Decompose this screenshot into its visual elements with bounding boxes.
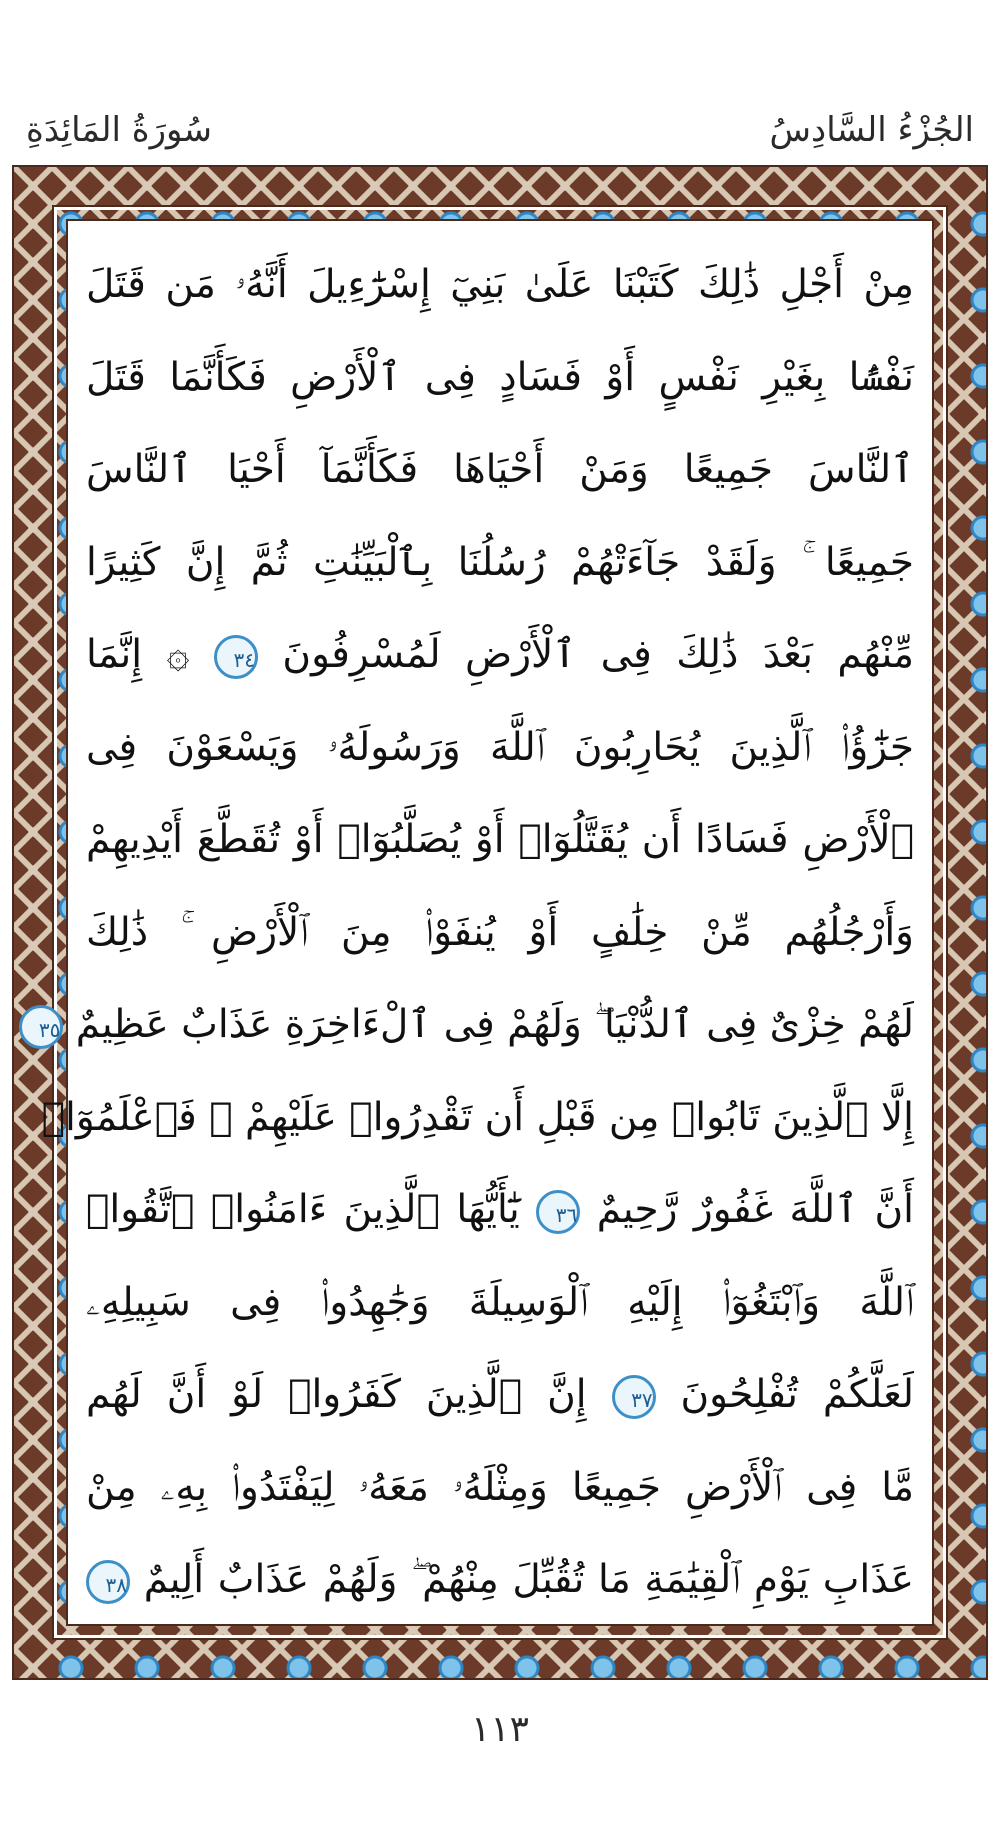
line-text: جَزَٰٓؤُا۟ ٱلَّذِينَ يُحَارِبُونَ ٱللَّهَ وَرَسُولَهُۥ وَيَسْعَوْنَ فِى [86,724,914,770]
verse-line [86,702,914,795]
line-text: ٱلنَّاسَ جَمِيعًا وَمَنْ أَحْيَاهَا فَكَأَنَّمَآ أَحْيَا ٱلنَّاسَ [86,447,914,492]
line-text: عَذَابِ يَوْمِ ٱلْقِيَٰمَةِ مَا تُقُبِّلَ مِنْهُمْ ۖ وَلَهُمْ عَذَابٌ أَلِيمٌ [143,1557,914,1602]
line-text: ٱللَّهَ وَٱبْتَغُوٓا۟ إِلَيْهِ ٱلْوَسِيلَةَ وَجَٰهِدُوا۟ فِى سَبِيلِهِۦ [86,1279,914,1325]
ayah-number-marker: ٣٥ [19,1005,63,1049]
text-panel [38,219,934,1626]
line-text: مَّا فِى ٱلْأَرْضِ جَمِيعًا وَمِثْلَهُۥ مَعَهُۥ لِيَفْتَدُوا۟ بِهِۦ مِنْ [86,1464,914,1510]
verse-line [86,1442,914,1535]
surah-title: سُورَةُ المَائِدَةِ [26,110,213,150]
line-text: أَنَّ ٱللَّهَ غَفُورٌ رَّحِيمٌ [596,1187,914,1232]
line-text: يَٰٓأَيُّهَا ٱلَّذِينَ ءَامَنُوا۟ ٱتَّقُوا۟ [86,1187,520,1232]
verse-line [38,979,914,1072]
line-text: ٱلْأَرْضِ فَسَادًا أَن يُقَتَّلُوٓا۟ أَوْ يُصَلَّبُوٓا۟ أَوْ تُقَطَّعَ أَيْدِيهِمْ [86,817,914,862]
verse-line [86,239,914,332]
line-text: لَهُمْ خِزْىٌ فِى ٱلدُّنْيَا ۖ وَلَهُمْ فِى ٱلْءَاخِرَةِ عَذَابٌ عَظِيمٌ [75,1002,914,1047]
ayah-number-marker: ٣٧ [612,1375,656,1419]
verse-line [86,517,914,610]
line-text: وَأَرْجُلُهُم مِّنْ خِلَٰفٍ أَوْ يُنفَوْا۟ مِنَ ٱلْأَرْضِ ۚ ذَٰلِكَ [86,909,914,955]
verse-line [86,1257,914,1350]
juz-title: الجُزْءُ السَّادِسُ [769,110,974,150]
line-text: جَمِيعًا ۚ وَلَقَدْ جَآءَتْهُمْ رُسُلُنَا بِٱلْبَيِّنَٰتِ ثُمَّ إِنَّ كَثِيرًا [86,539,914,585]
ornamental-frame [12,165,988,1680]
ayah-number-marker: ٣٦ [536,1190,580,1234]
verse-line [86,424,914,517]
ayah-number-marker: ٣٨ [86,1560,130,1604]
verse-line [86,1534,914,1627]
verse-line [86,887,914,980]
verse-line [86,794,914,887]
line-text: ۞ إِنَّمَا [86,632,190,677]
line-text: مِنْ أَجْلِ ذَٰلِكَ كَتَبْنَا عَلَىٰ بَنِيٓ إِسْرَٰٓءِيلَ أَنَّهُۥ مَن قَتَلَ [86,262,914,307]
verse-line [86,1349,914,1442]
line-text: إِنَّ ٱلَّذِينَ كَفَرُوا۟ لَوْ أَنَّ لَهُم [86,1372,587,1417]
line-text: مِّنْهُم بَعْدَ ذَٰلِكَ فِى ٱلْأَرْضِ لَمُسْرِفُونَ [282,632,915,677]
verse-line [86,609,914,702]
verse-line [86,1164,914,1257]
verse-line [86,332,914,425]
line-text: لَعَلَّكُمْ تُفْلِحُونَ [680,1372,914,1417]
verse-lines [38,239,915,1606]
ayah-number-marker: ٣٤ [214,635,258,679]
line-text: نَفْسًۢا بِغَيْرِ نَفْسٍ أَوْ فَسَادٍ فِى ٱلْأَرْضِ فَكَأَنَّمَا قَتَلَ [86,354,914,400]
verse-line [41,1072,914,1165]
line-text: إِلَّا ٱلَّذِينَ تَابُوا۟ مِن قَبْلِ أَن تَقْدِرُوا۟ عَلَيْهِمْ ۖ فَٱعْلَمُوٓا۟ [41,1094,914,1140]
page-header [20,100,980,160]
page-number: ١١٣ [470,1709,529,1750]
